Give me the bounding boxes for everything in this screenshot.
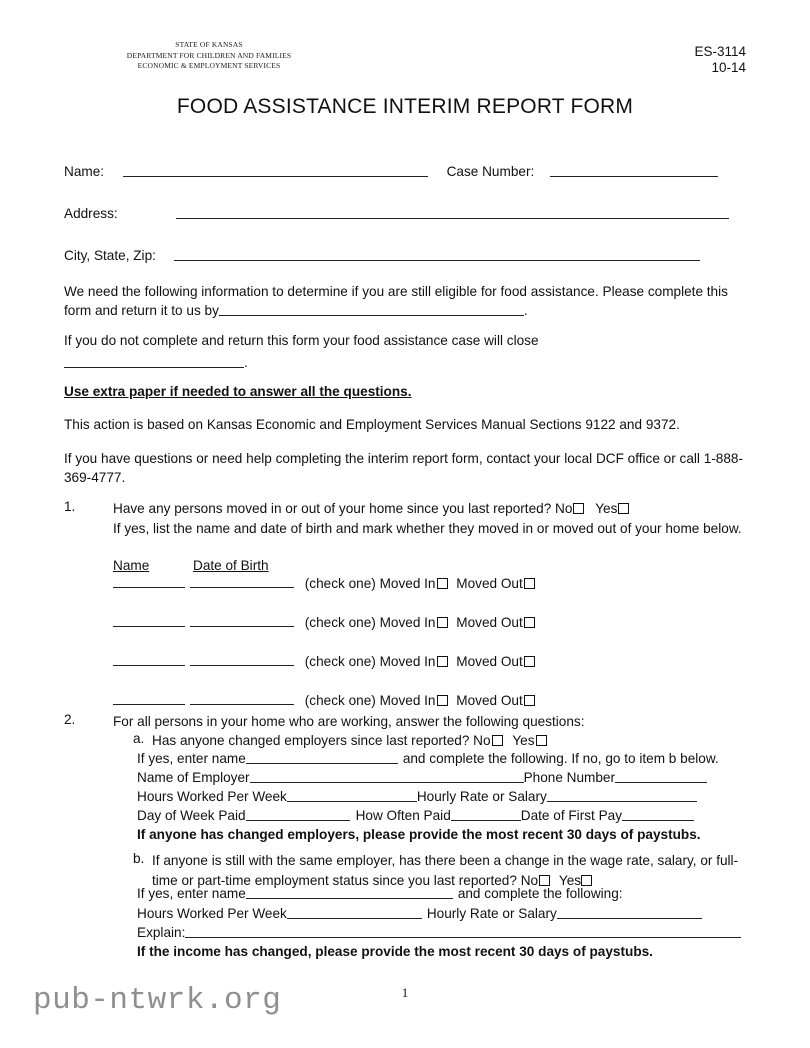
person-1-moved-out-checkbox[interactable] [524,578,535,589]
person-2-moved-out-label: Moved Out [456,615,523,630]
day-of-week-paid-label: Day of Week Paid [137,808,246,823]
person-4-moved-out-label: Moved Out [456,693,523,708]
person-4-check-one-label: (check one) Moved In [304,693,436,708]
question-2a-yes-label: Yes [512,733,535,748]
page-number: 1 [401,985,409,1000]
city-state-zip-label: City, State, Zip: [64,248,156,263]
intro-paragraph-1-period: . [523,302,528,318]
question-2a-prompt-line [152,731,764,751]
person-2-name-input[interactable] [113,626,185,627]
question-2-number: 2. [64,712,76,727]
intro-paragraph-2-period: . [244,354,248,370]
form-revision-date: 10-14 [711,60,746,75]
question-2b-if-yes-line [137,885,747,904]
person-3-check-one-label: (check one) Moved In [304,654,436,669]
question-2b-rate-input[interactable] [557,907,702,919]
person-row-4 [113,693,753,708]
person-row-2 [113,615,753,630]
intro-paragraph-2-text: If you do not complete and return this form your food assistance case will close [64,333,539,348]
question-2a-no-checkbox[interactable] [492,735,503,746]
person-3-dob-input[interactable] [190,665,294,666]
person-1-moved-out-label: Moved Out [456,576,523,591]
employer-phone-label: Phone Number [523,770,616,785]
person-3-name-input[interactable] [113,665,185,666]
question-1-text: Have any persons moved in or out of your home since you last reported? [113,501,552,516]
employer-phone-input[interactable] [615,771,707,783]
employer-hours-input[interactable] [287,790,417,802]
agency-line-1: STATE OF KANSAS [175,40,243,49]
question-1-yes-label: Yes [595,501,618,516]
person-4-moved-out-checkbox[interactable] [524,695,535,706]
agency-line-3: ECONOMIC & EMPLOYMENT SERVICES [137,61,281,71]
case-number-label: Case Number: [446,164,535,179]
person-3-moved-out-label: Moved Out [456,654,523,669]
agency-header [64,40,354,72]
person-4-dob-input[interactable] [190,704,294,705]
date-first-pay-input[interactable] [622,809,694,821]
agency-line-2: DEPARTMENT FOR CHILDREN AND FAMILIES [126,50,292,60]
case-number-input[interactable] [550,165,718,177]
question-1-number: 1. [64,499,76,514]
how-often-paid-input[interactable] [451,809,521,821]
person-2-dob-input[interactable] [190,626,294,627]
person-3-moved-out-checkbox[interactable] [524,656,535,667]
person-2-moved-out-checkbox[interactable] [524,617,535,628]
question-1-no-checkbox[interactable] [573,503,584,514]
person-4-name-input[interactable] [113,704,185,705]
person-2-check-one-label: (check one) Moved In [304,615,436,630]
intro-paragraph-1 [64,283,746,320]
column-header-dob: Date of Birth [193,558,269,573]
question-2b-no-label: No [520,872,539,888]
form-number: ES-3114 [694,44,746,59]
city-state-zip-input[interactable] [174,249,700,261]
person-1-dob-input[interactable] [190,587,294,588]
intro-paragraph-1-text: We need the following information to determine if you are still eligible for food assistance. Please complete this form and return it to us by [64,284,728,318]
question-2b-text: If anyone is still with the same employer, has there been a change in the wage rate, salary, or full-time or part-time employment status since you last reported? [152,853,739,888]
question-2a-no-label: No [473,733,491,748]
contact-info: If you have questions or need help completing the interim report form, contact your local DCF office or call 1-888-369-4777. [64,451,744,485]
person-2-moved-in-checkbox[interactable] [437,617,448,628]
name-label: Name: [64,164,105,179]
person-row-3 [113,654,753,669]
question-2a-if-yes-label: If yes, enter name [137,751,246,766]
question-2b-explain-line [137,924,747,943]
question-2-text: For all persons in your home who are working, answer the following questions: [113,714,585,729]
employer-name-label: Name of Employer [137,770,250,785]
explain-input[interactable] [185,926,741,938]
person-3-moved-in-checkbox[interactable] [437,656,448,667]
page-title: FOOD ASSISTANCE INTERIM REPORT FORM [176,95,634,118]
address-input[interactable] [176,207,729,219]
column-header-name: Name [113,558,150,573]
person-row-1 [113,576,753,591]
question-1-body [113,499,747,538]
question-2a-if-yes-line [137,750,747,769]
site-watermark: pub-ntwrk.org [33,983,282,1018]
question-2a-body [152,731,764,751]
question-2b-no-checkbox[interactable] [539,875,550,886]
question-2b-hours-label: Hours Worked Per Week [137,906,287,921]
day-of-week-paid-input[interactable] [246,809,350,821]
employer-name-input[interactable] [250,771,524,783]
address-row [64,206,746,221]
employer-pay-line [137,807,747,826]
question-1-prompt-line [113,499,747,519]
question-2a-yes-checkbox[interactable] [536,735,547,746]
question-2a-text: Has anyone changed employers since last reported? [152,733,470,748]
employer-rate-input[interactable] [547,790,697,802]
question-2b-if-yes-label: If yes, enter name [137,886,246,901]
question-2a-paystub-notice: If anyone has changed employers, please provide the most recent 30 days of paystubs. [137,827,701,842]
question-2b-hours-line [137,905,747,924]
question-1-instruction: If yes, list the name and date of birth and mark whether they moved in or moved out of your home below. [113,520,742,536]
name-input[interactable] [123,165,428,177]
question-2a-name-input[interactable] [246,752,398,764]
question-2b-yes-label: Yes [558,872,582,888]
question-2b-hours-input[interactable] [287,907,422,919]
question-2b-paystub-notice: If the income has changed, please provide the most recent 30 days of paystubs. [137,944,653,959]
city-state-zip-row [64,248,746,263]
question-2b-letter: b. [133,851,145,866]
close-date-input[interactable] [64,356,244,368]
extra-paper-notice: Use extra paper if needed to answer all the questions. [64,384,412,399]
date-first-pay-label: Date of First Pay [520,808,622,823]
employer-rate-label: Hourly Rate or Salary [416,789,547,804]
intro-paragraph-2 [64,332,746,372]
question-2a-if-yes-suffix: and complete the following. If no, go to item b below. [402,751,719,766]
manual-reference: This action is based on Kansas Economic and Employment Services Manual Sections 9122 and 9372. [64,417,680,432]
address-label: Address: [64,206,118,221]
employer-name-line [137,769,747,788]
question-2b-rate-label: Hourly Rate or Salary [426,906,557,921]
return-by-date-input[interactable] [219,304,524,316]
question-2a-letter: a. [133,731,145,746]
form-meta [694,44,746,76]
question-1-yes-checkbox[interactable] [618,503,629,514]
person-1-check-one-label: (check one) Moved In [304,576,436,591]
explain-label: Explain: [137,925,186,940]
person-1-name-input[interactable] [113,587,185,588]
employer-hours-line [137,788,747,807]
employer-hours-label: Hours Worked Per Week [137,789,287,804]
person-1-moved-in-checkbox[interactable] [437,578,448,589]
question-2b-yes-checkbox[interactable] [581,875,592,886]
person-table-headers [113,558,269,573]
question-1-no-label: No [555,501,573,516]
name-case-row [64,164,746,179]
how-often-paid-label: How Often Paid [355,808,451,823]
question-2b-if-yes-suffix: and complete the following: [457,886,623,901]
question-2b-name-input[interactable] [246,887,453,899]
person-4-moved-in-checkbox[interactable] [437,695,448,706]
